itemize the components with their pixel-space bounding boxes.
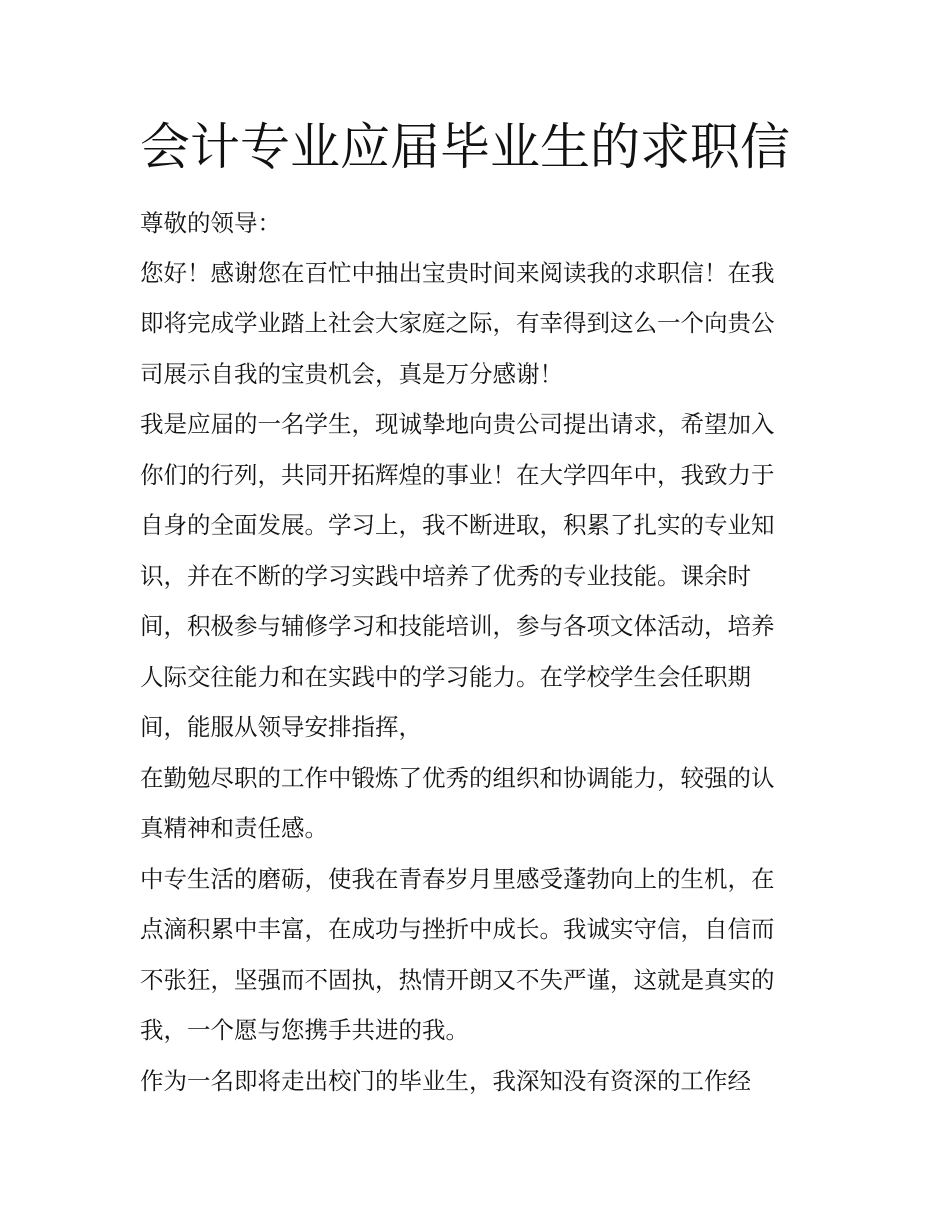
text-line: 间，积极参与辅修学习和技能培训，参与各项文体活动，培养 [140, 612, 775, 640]
text-line: 我是应届的一名学生，现诚挚地向贵公司提出请求，希望加入 [140, 410, 775, 438]
text-line: 司展示自我的宝贵机会，真是万分感谢！ [140, 360, 563, 388]
text-line: 识，并在不断的学习实践中培养了优秀的专业技能。课余时 [140, 562, 751, 590]
text-line: 人际交往能力和在实践中的学习能力。在学校学生会任职期 [140, 663, 751, 691]
document-title: 会计专业应届毕业生的求职信 [140, 118, 790, 176]
text-line: 即将完成学业踏上社会大家庭之际，有幸得到这么一个向贵公 [140, 309, 775, 337]
text-line: 中专生活的磨砺，使我在青春岁月里感受蓬勃向上的生机，在 [140, 865, 775, 893]
text-line: 自身的全面发展。学习上，我不断进取，积累了扎实的专业知 [140, 511, 775, 539]
salutation-line: 尊敬的领导： [140, 209, 281, 237]
text-line: 您好！感谢您在百忙中抽出宝贵时间来阅读我的求职信！在我 [140, 259, 775, 287]
text-line: 间，能服从领导安排指挥， [140, 713, 422, 741]
text-line: 点滴积累中丰富，在成功与挫折中成长。我诚实守信，自信而 [140, 915, 775, 943]
text-line: 你们的行列，共同开拓辉煌的事业！在大学四年中，我致力于 [140, 461, 775, 489]
text-line: 真精神和责任感。 [140, 814, 328, 842]
text-line: 作为一名即将走出校门的毕业生，我深知没有资深的工作经 [140, 1067, 751, 1095]
text-line: 我，一个愿与您携手共进的我。 [140, 1016, 469, 1044]
text-line: 在勤勉尽职的工作中锻炼了优秀的组织和协调能力，较强的认 [140, 764, 775, 792]
text-line: 不张狂，坚强而不固执，热情开朗又不失严谨，这就是真实的 [140, 966, 775, 994]
